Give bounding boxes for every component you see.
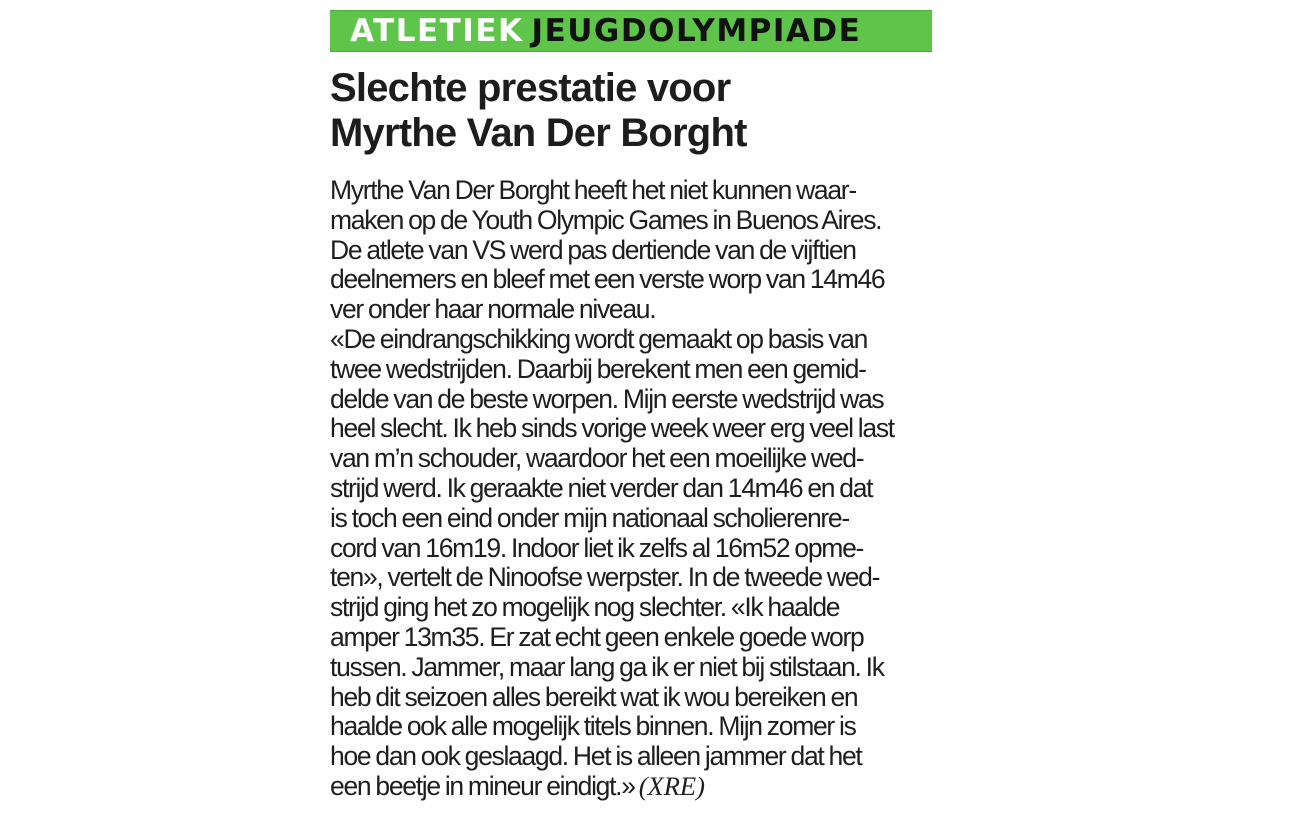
body-line: «De eindrangschikking wordt gemaakt op basis van: [330, 323, 868, 354]
newspaper-article: [330, 0, 936, 820]
body-line: delde van de beste worpen. Mijn eerste wedstrijd was: [330, 383, 884, 414]
body-line: hoe dan ook geslaagd. Het is alleen jammer dat het: [330, 741, 862, 772]
body-line: Myrthe Van Der Borght heeft het niet kunnen waar-: [330, 175, 856, 205]
body-line: ten», vertelt de Ninoofse werpster. In de tweede wed-: [330, 562, 880, 593]
body-line: maken op de Youth Olympic Games in Buenos Aires.: [330, 204, 882, 235]
body-line: tussen. Jammer, maar lang ga ik er niet bij stilstaan. Ik: [330, 651, 884, 682]
body-line: ver onder haar normale niveau.: [330, 294, 656, 325]
headline-line: Myrthe Van Der Borght: [330, 111, 747, 155]
body-line: twee wedstrijden. Daarbij berekent men een gemid-: [330, 353, 866, 384]
body-line: haalde ook alle mogelijk titels binnen. Mijn zomer is: [330, 711, 856, 742]
body-line-text: een beetje in mineur eindigt.»: [330, 770, 635, 801]
body-line: strijd werd. Ik geraakte niet verder dan 14m46 en dat: [330, 472, 873, 503]
section-banner: [330, 10, 932, 52]
body-line: heel slecht. Ik heb sinds vorige week weer erg veel last: [330, 413, 894, 444]
body-line: deelnemers en bleef met een verste worp van 14m46: [330, 264, 885, 295]
article-body: [330, 176, 936, 802]
body-line: is toch een eind onder mijn nationaal scholierenre-: [330, 502, 849, 533]
body-line: strijd ging het zo mogelijk nog slechter. «Ik haalde: [330, 592, 840, 623]
article-headline: [330, 66, 936, 156]
section-banner-text: [350, 13, 861, 49]
section-category: ATLETIEK: [350, 13, 524, 49]
body-line: van m’n schouder, waardoor het een moeilijke wed-: [330, 443, 864, 474]
body-line-last: [330, 772, 936, 802]
section-subcategory: JEUGDOLYMPIADE: [531, 13, 862, 49]
body-line: heb dit seizoen alles bereikt wat ik wou bereiken en: [330, 681, 858, 712]
body-line: De atlete van VS werd pas dertiende van de vijftien: [330, 234, 856, 265]
author-byline: (XRE): [638, 770, 705, 801]
body-line: amper 13m35. Er zat echt geen enkele goede worp: [330, 621, 864, 652]
headline-line: Slechte prestatie voor: [330, 66, 731, 110]
body-line: cord van 16m19. Indoor liet ik zelfs al 16m52 opme-: [330, 532, 864, 563]
